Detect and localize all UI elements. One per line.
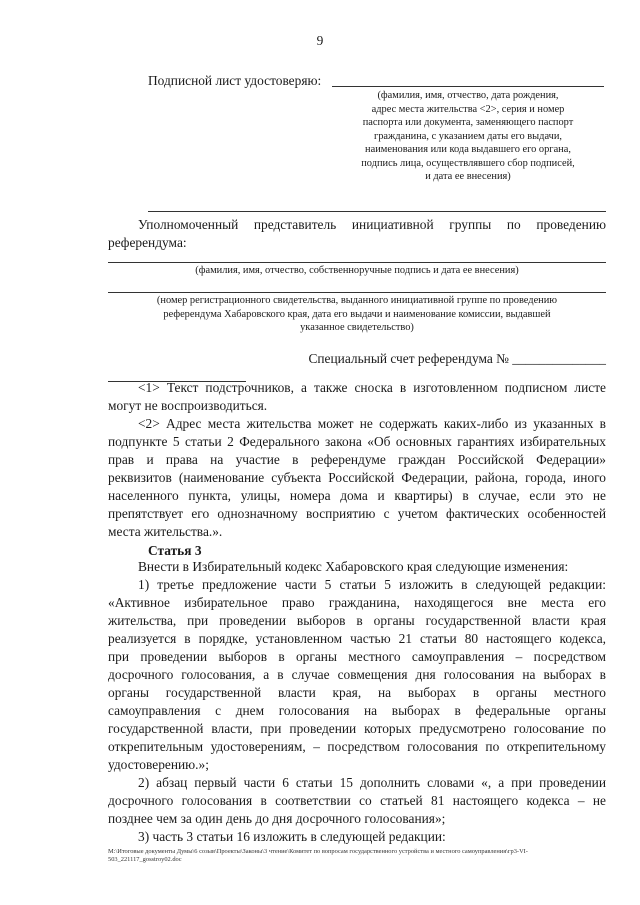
item-1-line: «Активное избирательное право гражданина, находящегося вне места его bbox=[108, 595, 606, 610]
item-2-line: 2) абзац первый части 6 статьи 15 дополнить словами «, а при проведении bbox=[138, 775, 606, 790]
note-line: указанное свидетельство) bbox=[300, 322, 414, 333]
item-1-line: реализуется в порядке, установленном частью 21 статьи 80 настоящего кодекса, bbox=[108, 631, 606, 646]
footnote-2-line: реквизитов (наименование субъекта Российской Федерации, района, города, иного bbox=[108, 470, 606, 485]
file-path-line: M:\Итоговые документы Думы\6 созыв\Проекты\Законы\3 чтение\Комитет по вопросам государственного устройства и местного самоуправления\гр3-VI- bbox=[108, 848, 528, 855]
signature-line bbox=[332, 86, 604, 87]
note-line: адрес места жительства <2>, серия и номер bbox=[371, 103, 565, 115]
footnote-1-line: <1> Текст подстрочников, а также сноска в изготовленном подписном листе bbox=[138, 380, 606, 395]
item-2-line: досрочного голосования в соответствии со статьей 81 настоящего кодекса – не bbox=[108, 793, 606, 808]
item-2-line: позднее чем за один день до дня досрочного голосования»; bbox=[108, 811, 446, 826]
item-1-line: удостоверению.»; bbox=[108, 757, 209, 772]
footnote-2-line: подпункте 5 статьи 2 Федерального закона «Об основных гарантиях избирательных bbox=[108, 434, 606, 449]
note-line: (номер регистрационного свидетельства, выданного инициативной группе по проведению bbox=[156, 295, 558, 306]
note-line: (фамилия, имя, отчество, дата рождения, bbox=[377, 90, 559, 101]
representative-name-line bbox=[108, 262, 606, 263]
footnote-2-line: препятствует его однозначному восприятию с учетом фактических особенностей bbox=[108, 506, 606, 521]
footnote-2-line: <2> Адрес места жительства может не содержать каких-либо из указанных в bbox=[138, 416, 606, 431]
note-line: и дата ее внесения) bbox=[425, 171, 511, 182]
page-number: 9 bbox=[316, 33, 324, 48]
item-1-line: органы государственной власти края, на выборах в органы местного bbox=[108, 685, 606, 700]
item-1-line: государственной власти, при проведении которых предусмотрено голосование по bbox=[108, 721, 606, 736]
footnotes bbox=[108, 379, 606, 541]
item-1-line: самоуправления с днем голосования на выборах в федеральные органы bbox=[108, 703, 606, 718]
file-path-line: 503_221117_gosstroy02.doc bbox=[108, 856, 182, 863]
signature-note bbox=[332, 89, 604, 184]
representative-block bbox=[108, 216, 606, 252]
footnote-1-line: могут не воспроизводиться. bbox=[108, 398, 268, 413]
representative-line-1: Уполномоченный представитель инициативной группы по проведению bbox=[138, 217, 606, 232]
note-line: гражданина, с указанием даты его выдачи, bbox=[373, 130, 563, 142]
article-intro: Внести в Избирательный кодекс Хабаровского края следующие изменения: bbox=[138, 559, 569, 574]
article-heading: Статья 3 bbox=[148, 543, 202, 558]
note-line: наименования или кода выдавшего его органа, bbox=[365, 144, 571, 155]
item-1-line: жительства, при проведении выборов в органы государственной власти края bbox=[108, 613, 606, 628]
certificate-line bbox=[108, 292, 606, 293]
special-account: Специальный счет референдума № ______________ bbox=[308, 351, 606, 366]
representative-note: (фамилия, имя, отчество, собственноручные подпись и дата ее внесения) bbox=[195, 265, 519, 276]
separator-line bbox=[148, 211, 606, 212]
note-line: паспорта или документа, заменяющего паспорт bbox=[362, 117, 574, 128]
certificate-note bbox=[108, 294, 606, 335]
item-1-line: при проведении выборов в органы местного самоуправления – посредством bbox=[108, 649, 606, 664]
item-1-line: 1) третье предложение части 5 статьи 5 изложить в следующей редакции: bbox=[138, 577, 606, 592]
item-1-line: открепительным удостоверениям, – посредством голосования по открепительному bbox=[108, 739, 606, 754]
footnote-2-line: места жительства.». bbox=[108, 524, 223, 539]
item-3-line: 3) часть 3 статьи 16 изложить в следующей редакции: bbox=[138, 829, 446, 844]
item-1-line: досрочного голосования, а в случае совмещения дня голосования на выборах в bbox=[108, 667, 606, 682]
footnote-2-line: прав и права на участие в референдуме граждан Российской Федерации» bbox=[108, 452, 606, 467]
note-line: референдума Хабаровского края, дата его выдачи и наименование комиссии, выдавшей bbox=[163, 308, 551, 320]
signature-sheet-label: Подписной лист удостоверяю: bbox=[148, 73, 322, 88]
footnote-2-line: населенного пункта, улицы, номера дома и квартиры) в случае, если это не bbox=[108, 488, 606, 503]
note-line: подпись лица, осуществлявшего сбор подписей, bbox=[361, 157, 575, 169]
article-body bbox=[108, 558, 606, 846]
file-path-footer bbox=[108, 848, 608, 864]
representative-line-2: референдума: bbox=[108, 235, 187, 250]
